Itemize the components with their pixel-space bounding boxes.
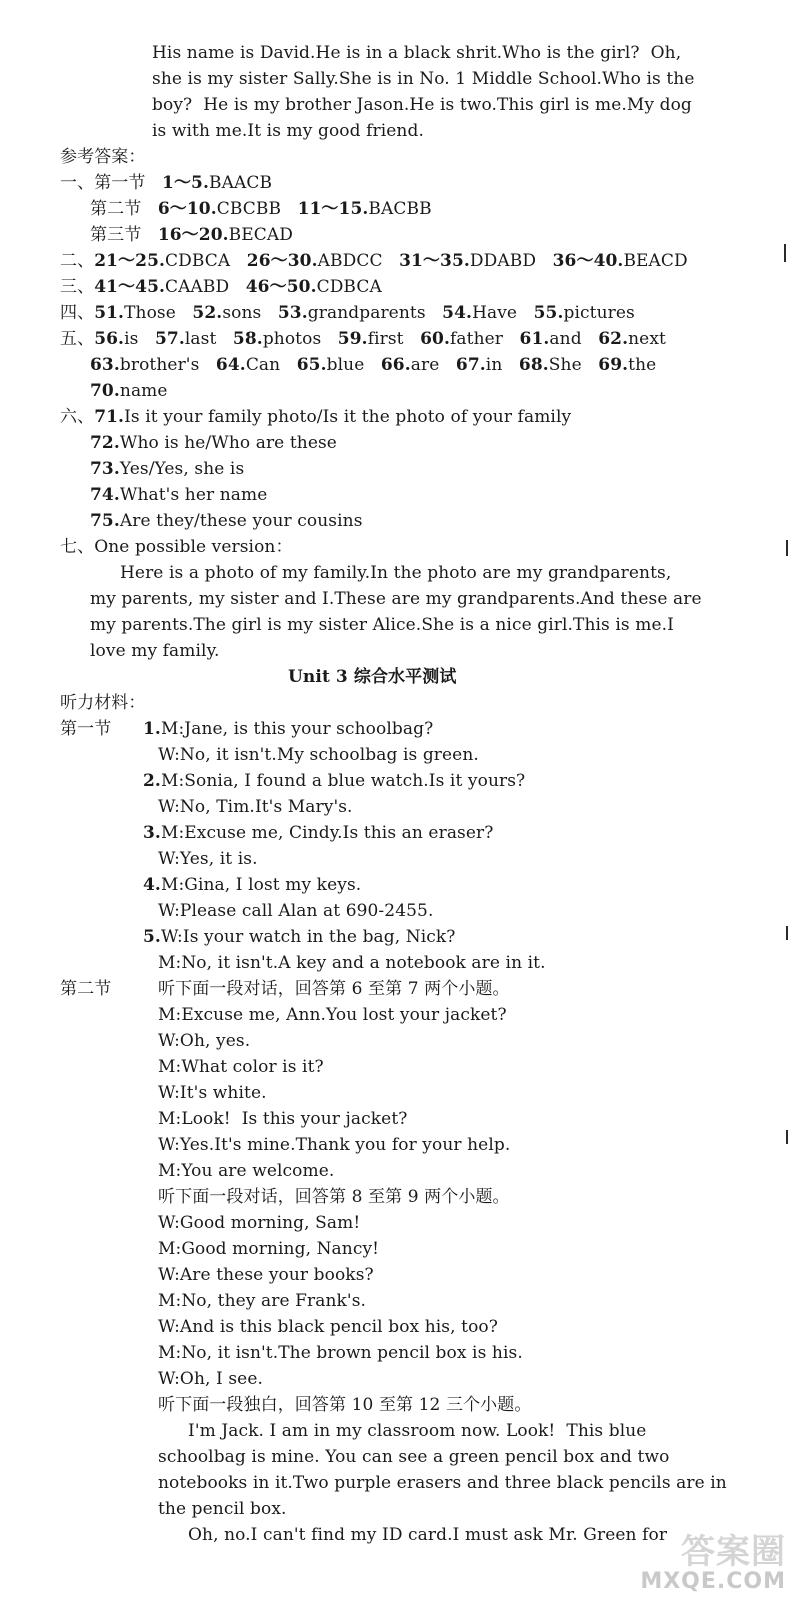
section-label: 五、	[60, 329, 95, 349]
item-number: 63.	[90, 355, 120, 375]
answer-line	[90, 352, 656, 378]
item-number: 72.	[90, 433, 120, 453]
watermark-url: MXQE.COM	[640, 1569, 786, 1594]
dialog-line	[143, 924, 456, 950]
answer-line	[90, 196, 432, 222]
item-number: 68.	[518, 355, 549, 375]
answer-value: grandparents	[307, 303, 426, 323]
dialog-line	[143, 716, 433, 742]
dialog-line: W:No, Tim.It's Mary's.	[158, 797, 353, 817]
answer-value: What's her name	[119, 485, 268, 505]
dialog-line	[143, 768, 525, 794]
answer-value: next	[628, 329, 666, 349]
item-number: 64.	[215, 355, 246, 375]
item-number: 11～15.	[297, 199, 369, 219]
answer-value: first	[367, 329, 404, 349]
edge-mark	[786, 1130, 788, 1144]
answer-value: BAACB	[209, 173, 273, 193]
dialog-line: M:No, it isn't.A key and a notebook are in it.	[158, 953, 546, 973]
part-intro: 听下面一段对话，回答第 8 至第 9 两个小题。	[158, 1187, 510, 1207]
item-number: 46～50.	[245, 277, 317, 297]
item-number: 65.	[296, 355, 327, 375]
answer-line	[60, 170, 272, 196]
answer-value: and	[549, 329, 582, 349]
dialog-line: M:Excuse me, Ann.You lost your jacket?	[158, 1005, 507, 1025]
answer-value: name	[119, 381, 168, 401]
essay-line: my parents, my sister and I.These are my grandparents.And these are	[90, 589, 702, 609]
answer-value: father	[450, 329, 504, 349]
answer-value: Can	[245, 355, 281, 375]
item-number: 56.	[94, 329, 125, 349]
section-label: 一、第一节	[60, 173, 146, 193]
item-number: 51.	[94, 303, 125, 323]
monologue-line: Oh, no.I can't find my ID card.I must ask Mr. Green for	[188, 1525, 668, 1545]
dialog-line: W:Good morning, Sam!	[158, 1213, 361, 1233]
listening-heading: 听力材料：	[60, 693, 146, 713]
item-number: 2.	[143, 771, 161, 791]
item-number: 52.	[192, 303, 223, 323]
item-number: 75.	[90, 511, 120, 531]
dialog-text: W:Is your watch in the bag, Nick?	[160, 927, 456, 947]
item-number: 4.	[143, 875, 161, 895]
answer-line	[90, 482, 267, 508]
dialog-line: W:Oh, yes.	[158, 1031, 251, 1051]
answer-value: photos	[262, 329, 322, 349]
essay-line: my parents.The girl is my sister Alice.She is a nice girl.This is me.I	[90, 615, 674, 635]
item-number: 1～5.	[162, 173, 209, 193]
section-label: 四、	[60, 303, 95, 323]
section-label: 二、	[60, 251, 95, 271]
dialog-line	[143, 872, 361, 898]
item-number: 71.	[94, 407, 125, 427]
dialog-line: M:Good morning, Nancy!	[158, 1239, 380, 1259]
item-number: 58.	[232, 329, 263, 349]
answer-value: BACBB	[368, 199, 432, 219]
answer-value: brother's	[119, 355, 200, 375]
item-number: 69.	[598, 355, 629, 375]
answers-heading: 参考答案：	[60, 147, 146, 167]
answer-value: CDBCA	[316, 277, 382, 297]
dialog-text: M:Excuse me, Cindy.Is this an eraser?	[160, 823, 494, 843]
item-number: 6～10.	[157, 199, 217, 219]
answer-line	[90, 430, 337, 456]
passage-line: is with me.It is my good friend.	[152, 121, 424, 141]
section-label: 七、	[60, 537, 95, 557]
section-label: 第三节	[90, 225, 142, 245]
answer-line	[60, 300, 635, 326]
dialog-line: M:No, they are Frank's.	[158, 1291, 367, 1311]
item-number: 16～20.	[157, 225, 229, 245]
edge-mark	[786, 540, 788, 556]
dialog-text: M:Jane, is this your schoolbag?	[160, 719, 434, 739]
item-number: 5.	[143, 927, 161, 947]
dialog-line: W:It's white.	[158, 1083, 267, 1103]
dialog-line: W:Oh, I see.	[158, 1369, 263, 1389]
answer-line	[60, 274, 382, 300]
item-number: 61.	[519, 329, 550, 349]
section-label: 第一节	[60, 719, 112, 739]
item-number: 67.	[455, 355, 486, 375]
monologue-line: schoolbag is mine. You can see a green pencil box and two	[158, 1447, 670, 1467]
item-number: 70.	[90, 381, 120, 401]
answer-value: BEACD	[623, 251, 688, 271]
section-label: 三、	[60, 277, 95, 297]
part-intro: 听下面一段对话，回答第 6 至第 7 两个小题。	[158, 979, 510, 999]
passage-line: boy? He is my brother Jason.He is two.This girl is me.My dog	[152, 95, 692, 115]
answer-line	[60, 534, 293, 560]
version-intro: One possible version：	[94, 537, 293, 557]
answer-line	[90, 456, 244, 482]
answer-value: Have	[472, 303, 518, 323]
answer-line	[60, 248, 688, 274]
unit-title: Unit 3 综合水平测试	[288, 667, 457, 687]
item-number: 53.	[277, 303, 308, 323]
site-watermark	[640, 1532, 786, 1594]
answer-value: blue	[326, 355, 365, 375]
watermark-logo: 答案圈	[681, 1532, 786, 1572]
answer-value: CBCBB	[216, 199, 282, 219]
answer-value: BECAD	[228, 225, 293, 245]
answer-line	[90, 508, 363, 534]
item-number: 55.	[533, 303, 564, 323]
item-number: 3.	[143, 823, 161, 843]
answer-value: last	[184, 329, 217, 349]
answer-value: sons	[222, 303, 262, 323]
dialog-text: M:Gina, I lost my keys.	[160, 875, 362, 895]
dialog-line: W:No, it isn't.My schoolbag is green.	[158, 745, 479, 765]
dialog-line: W:And is this black pencil box his, too?	[158, 1317, 498, 1337]
answer-value: Is it your family photo/Is it the photo of your family	[124, 407, 572, 427]
item-number: 26～30.	[246, 251, 318, 271]
item-number: 36～40.	[552, 251, 624, 271]
answer-value: Yes/Yes, she is	[119, 459, 245, 479]
answer-value: ABDCC	[317, 251, 383, 271]
answer-value: Who is he/Who are these	[119, 433, 337, 453]
passage-line: His name is David.He is in a black shrit.Who is the girl? Oh,	[152, 43, 682, 63]
item-number: 66.	[380, 355, 411, 375]
dialog-line: M:Look! Is this your jacket?	[158, 1109, 408, 1129]
dialog-line: M:No, it isn't.The brown pencil box is his.	[158, 1343, 523, 1363]
answer-value: Are they/these your cousins	[119, 511, 363, 531]
item-number: 74.	[90, 485, 120, 505]
answer-value: She	[548, 355, 582, 375]
section-label: 六、	[60, 407, 95, 427]
section-label: 第二节	[90, 199, 142, 219]
item-number: 54.	[442, 303, 473, 323]
answer-line	[60, 404, 571, 430]
dialog-line: W:Are these your books?	[158, 1265, 374, 1285]
answer-value: are	[410, 355, 440, 375]
item-number: 60.	[420, 329, 451, 349]
monologue-line: notebooks in it.Two purple erasers and three black pencils are in	[158, 1473, 727, 1493]
item-number: 62.	[598, 329, 629, 349]
item-number: 73.	[90, 459, 120, 479]
dialog-line: M:You are welcome.	[158, 1161, 335, 1181]
item-number: 31～35.	[399, 251, 470, 271]
dialog-line: M:What color is it?	[158, 1057, 324, 1077]
part-intro: 听下面一段独白，回答第 10 至第 12 三个小题。	[158, 1395, 532, 1415]
dialog-line: W:Please call Alan at 690-2455.	[158, 901, 434, 921]
dialog-line: W:Yes.It's mine.Thank you for your help.	[158, 1135, 511, 1155]
monologue-line: I'm Jack. I am in my classroom now. Look! This blue	[188, 1421, 647, 1441]
answer-line	[90, 222, 293, 248]
answer-value: Those	[124, 303, 176, 323]
item-number: 1.	[143, 719, 161, 739]
monologue-line: the pencil box.	[158, 1499, 287, 1519]
essay-line: Here is a photo of my family.In the photo are my grandparents,	[120, 563, 672, 583]
answer-line	[60, 326, 666, 352]
item-number: 59.	[337, 329, 368, 349]
answer-value: DDABD	[469, 251, 537, 271]
dialog-line	[143, 820, 493, 846]
item-number: 41～45.	[94, 277, 166, 297]
dialog-line: W:Yes, it is.	[158, 849, 258, 869]
item-number: 21～25.	[94, 251, 166, 271]
section-label: 第二节	[60, 979, 112, 999]
item-number: 57.	[154, 329, 185, 349]
passage-line: she is my sister Sally.She is in No. 1 Middle School.Who is the	[152, 69, 695, 89]
answer-value: is	[124, 329, 139, 349]
answer-line	[90, 378, 168, 404]
edge-mark	[784, 244, 786, 262]
answer-value: the	[628, 355, 657, 375]
edge-mark	[786, 926, 788, 940]
essay-line: love my family.	[90, 641, 220, 661]
answer-value: CDBCA	[165, 251, 231, 271]
answer-value: pictures	[563, 303, 635, 323]
answer-value: CAABD	[165, 277, 230, 297]
answer-value: in	[485, 355, 503, 375]
dialog-text: M:Sonia, I found a blue watch.Is it yours?	[160, 771, 526, 791]
